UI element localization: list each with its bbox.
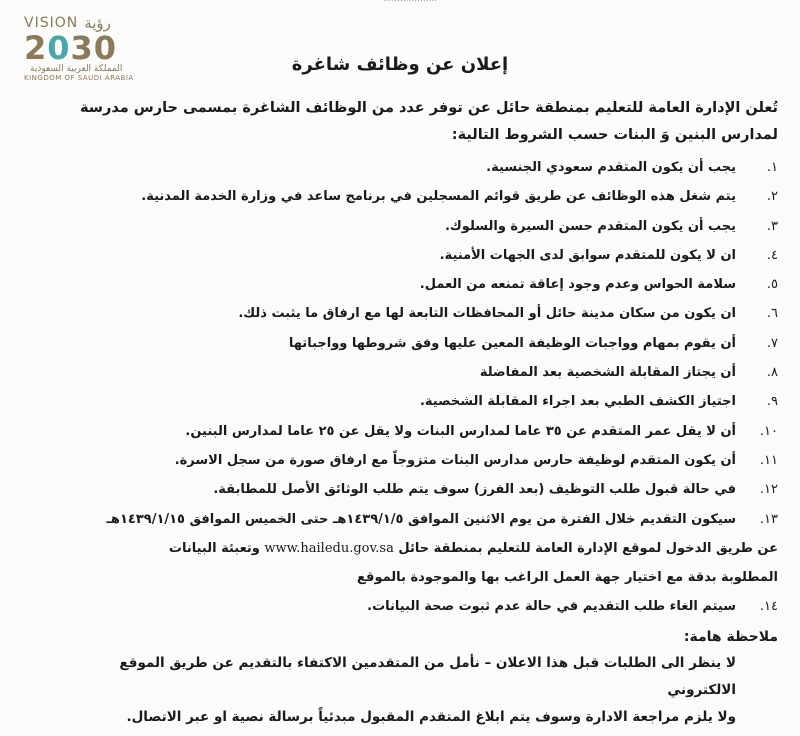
page-title: إعلان عن وظائف شاغرة <box>291 54 509 75</box>
note-line-1: لا ينظر الى الطلبات قبل هذا الاعلان – نأمل من المتقدمين الاكتفاء بالتقديم عن طريق الموقع الالكتروني <box>119 654 736 698</box>
logo-year-0: 0 <box>47 29 71 67</box>
conditions-list <box>48 153 778 622</box>
condition-number: ١٠. <box>759 423 778 439</box>
condition-text: سلامة الحواس وعدم وجود إعاقة تمنعه من العمل. <box>419 277 736 293</box>
condition-number: ٨. <box>766 365 778 381</box>
condition-13-line-3: المطلوبة بدقة مع اختيار جهة العمل الراغب بها والموجودة بالموقع <box>357 570 778 586</box>
condition-13-text-a: عن طريق الدخول لموقع الإدارة العامة للتعليم بمنطقة حائل <box>398 540 778 556</box>
condition-text: ان يكون من سكان مدينة حائل أو المحافظات التابعة لها مع ارفاق ما يثبت ذلك. <box>238 306 736 322</box>
logo-vision-ar: رؤية <box>84 14 111 32</box>
condition-item <box>48 446 778 475</box>
condition-item <box>48 212 778 241</box>
condition-number: ١١. <box>759 452 778 468</box>
logo-ksa-ar: المملكة العربية السعودية <box>30 64 123 74</box>
condition-text: يجب أن يكون المتقدم حسن السيرة والسلوك. <box>444 218 736 234</box>
condition-text: أن يجتاز المقابلة الشخصية بعد المفاضلة <box>479 365 736 381</box>
vision-2030-logo <box>24 14 154 82</box>
condition-item <box>48 329 778 358</box>
condition-text: يجب أن يكون المتقدم سعودي الجنسية. <box>486 160 736 175</box>
condition-number: ١٢. <box>759 482 778 498</box>
condition-item <box>48 299 778 328</box>
condition-item <box>48 417 778 446</box>
condition-item <box>48 241 778 270</box>
announcement-body <box>48 95 778 731</box>
note-heading: ملاحظة هامة: <box>683 628 778 645</box>
condition-text: أن لا يقل عمر المتقدم عن ٣٥ عاما لمدارس البنات ولا يقل عن ٢٥ عاما لمدارس البنين. <box>185 423 736 439</box>
condition-text: اجتياز الكشف الطبي بعد اجراء المقابلة الشخصية. <box>419 394 736 410</box>
logo-vision-en: VISION <box>24 15 79 31</box>
condition-item-13 <box>48 505 778 593</box>
condition-item <box>48 358 778 387</box>
condition-text: سيتم الغاء طلب التقديم في حالة عدم ثبوت صحة البيانات. <box>367 599 736 615</box>
website-link[interactable]: www.hailedu.gov.sa <box>264 540 394 556</box>
condition-number: ٢. <box>766 189 778 205</box>
condition-number: ٦. <box>766 306 778 322</box>
condition-text: في حالة قبول طلب التوظيف (بعد الفرز) سوف يتم طلب الوثائق الأصل للمطابقة. <box>213 482 736 498</box>
condition-13-text-b: وتعبئة البيانات <box>168 540 260 556</box>
condition-item <box>48 475 778 504</box>
condition-item <box>48 387 778 416</box>
logo-ksa-en: KINGDOM OF SAUDI ARABIA <box>24 74 134 82</box>
condition-13-line-1: سيكون التقديم خلال الفترة من يوم الاثنين الموافق ١٤٣٩/١/٥هـ حتى الخميس الموافق ١٤٣٩/١/١٥هـ <box>106 511 736 527</box>
condition-item <box>48 592 778 621</box>
condition-number: ١٤. <box>759 599 778 615</box>
intro-line-2: لمدارس البنين وَ البنات حسب الشروط التالية: <box>451 127 778 143</box>
condition-number: ١٣. <box>759 511 778 527</box>
intro-paragraph <box>48 95 778 149</box>
condition-number: ٤. <box>766 247 778 263</box>
condition-text: ان لا يكون للمتقدم سوابق لدى الجهات الأمنية. <box>439 247 736 263</box>
condition-number: ٣. <box>766 218 778 234</box>
condition-item <box>48 270 778 299</box>
condition-text: أن يقوم بمهام وواجبات الوظيفة المعين عليها وفق شروطها وواجباتها <box>288 335 736 351</box>
condition-number: ١. <box>766 160 778 175</box>
logo-year <box>24 29 154 67</box>
note-paragraph <box>48 650 778 731</box>
condition-text: يتم شغل هذه الوظائف عن طريق قوائم المسجلين في برنامج ساعد في وزارة الخدمة المدنية. <box>141 189 736 205</box>
condition-number: ٥. <box>766 277 778 293</box>
condition-number: ٩. <box>766 394 778 410</box>
condition-number: ٧. <box>766 335 778 351</box>
note-line-2: ولا يلزم مراجعة الادارة وسوف يتم ابلاغ المتقدم المقبول مبدئياً برسالة نصية او عبر الاتصال. <box>126 708 736 725</box>
logo-year-2: 2 <box>24 29 48 67</box>
condition-item <box>48 153 778 182</box>
condition-text: أن يكون المتقدم لوظيفة حارس مدارس البنات متزوجاً مع ارفاق صورة من سجل الاسرة. <box>174 452 736 468</box>
intro-line-1: تُعلن الإدارة العامة للتعليم بمنطقة حائل عن توفر عدد من الوظائف الشاغرة بمسمى حارس مدرسة <box>79 100 778 116</box>
top-cropped-text <box>330 0 490 6</box>
logo-year-30: 30 <box>70 29 118 67</box>
condition-item <box>48 182 778 211</box>
condition-13-line-2 <box>48 534 800 563</box>
